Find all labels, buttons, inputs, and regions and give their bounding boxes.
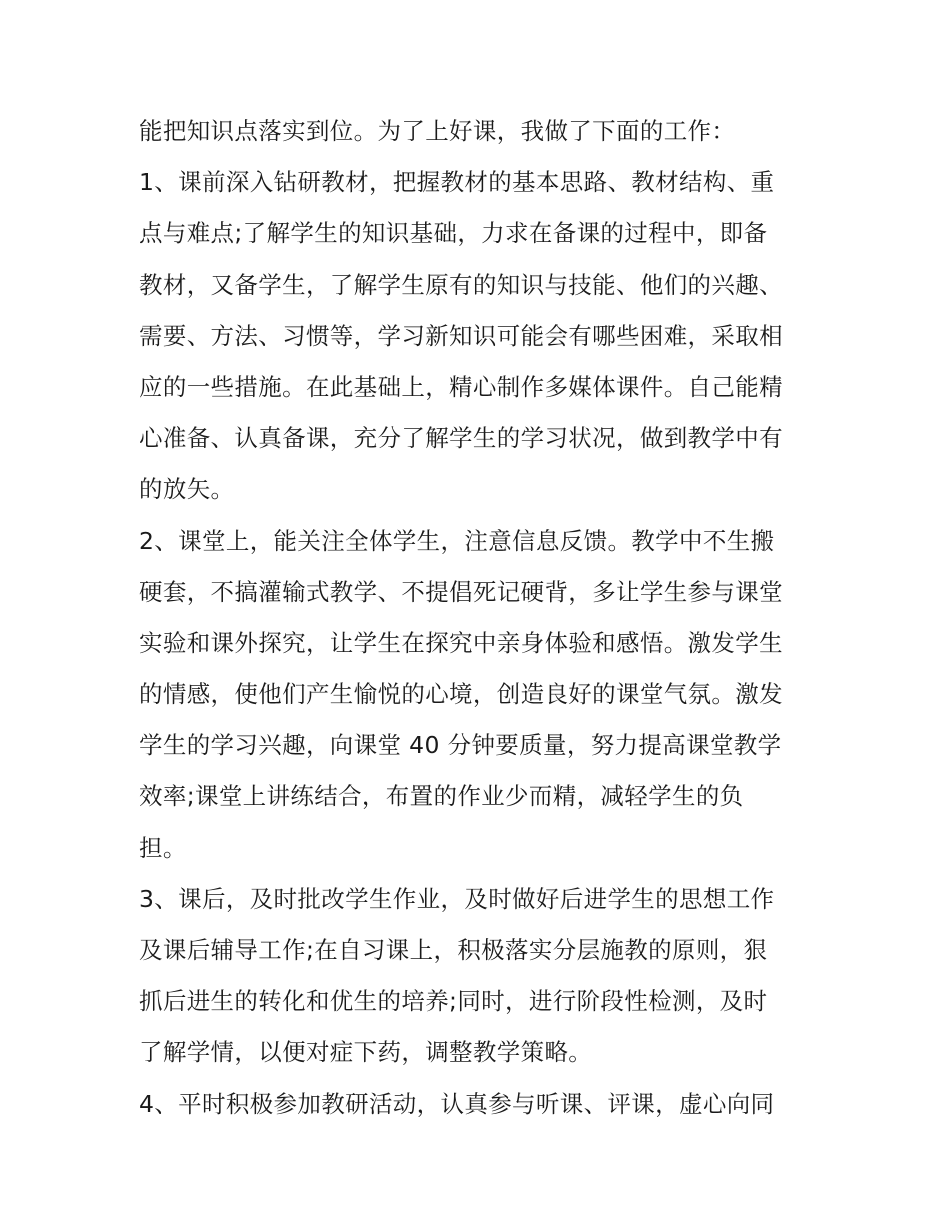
text-line: 的情感，使他们产生愉悦的心境，创造良好的课堂气氛。激发 (139, 680, 783, 709)
text-line: 硬套，不搞灌输式教学、不提倡死记硬背，多让学生参与课堂 (139, 577, 783, 606)
document-body (139, 106, 819, 1130)
text-line: 应的一些措施。在此基础上，精心制作多媒体课件。自己能精 (139, 372, 783, 401)
text-line: 及课后辅导工作;在自习课上，积极落实分层施教的原则，狠 (139, 936, 768, 964)
text-line: 效率;课堂上讲练结合，布置的作业少而精，减轻学生的负 (139, 782, 744, 811)
text-line: 4、平时积极参加教研活动，认真参与听课、评课，虚心向同 (139, 1089, 775, 1118)
text-line: 1、课前深入钻研教材，把握教材的基本思路、教材结构、重 (139, 168, 775, 197)
text-line: 能把知识点落实到位。为了上好课，我做了下面的工作： (139, 117, 736, 145)
text-line: 实验和课外探究，让学生在探究中亲身体验和感悟。激发学生 (139, 628, 783, 657)
text-line: 需要、方法、习惯等，学习新知识可能会有哪些困难，采取相 (139, 321, 783, 350)
text-line: 教材，又备学生，了解学生原有的知识与技能、他们的兴趣、 (139, 270, 783, 299)
text-line: 2、课堂上，能关注全体学生，注意信息反馈。教学中不生搬 (139, 526, 775, 555)
text-line: 心准备、认真备课，充分了解学生的学习状况，做到教学中有 (139, 424, 783, 453)
text-line: 了解学情，以便对症下药，调整教学策略。 (139, 1038, 593, 1067)
text-line: 3、课后，及时批改学生作业，及时做好后进学生的思想工作 (139, 884, 775, 913)
text-line: 担。 (139, 833, 187, 862)
text-line: 学生的学习兴趣，向课堂 40 分钟要质量，努力提高课堂教学 (139, 731, 782, 760)
text-line: 的放矢。 (139, 475, 235, 504)
text-line: 抓后进生的转化和优生的培养;同时，进行阶段性检测，及时 (139, 987, 768, 1016)
text-line: 点与难点;了解学生的知识基础，力求在备课的过程中，即备 (139, 219, 768, 248)
